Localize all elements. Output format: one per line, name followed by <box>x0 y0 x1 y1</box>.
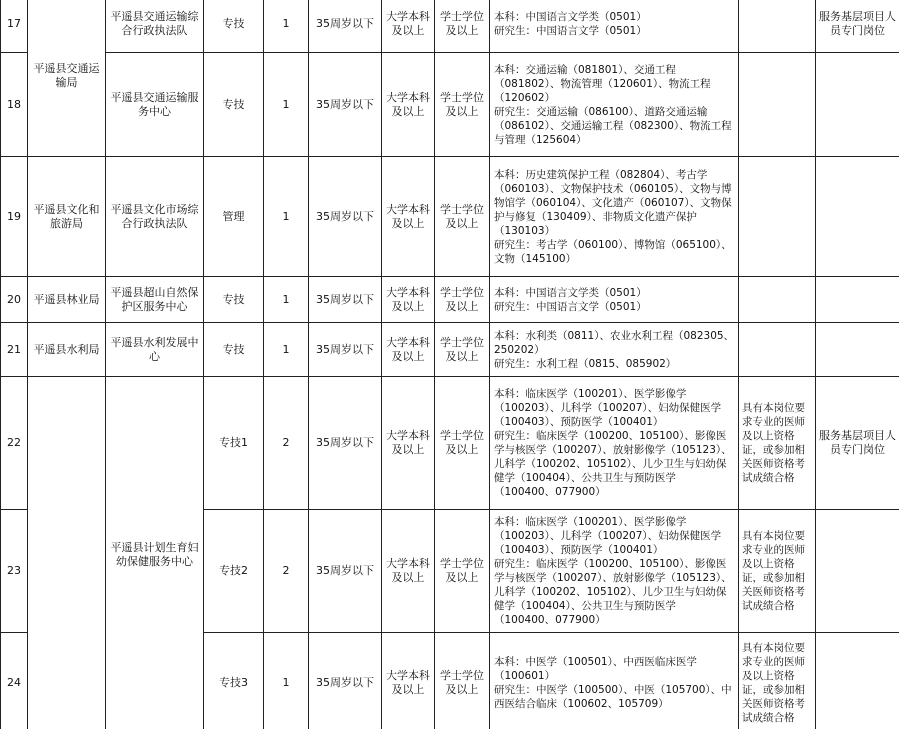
other-conditions <box>739 323 816 377</box>
dept-name: 平遥县交通运输服务中心 <box>106 53 204 157</box>
post-count: 1 <box>264 323 309 377</box>
table-row <box>1 157 899 277</box>
education-requirement: 大学本科及以上 <box>382 377 435 510</box>
post-type: 管理 <box>204 157 264 277</box>
post-count: 1 <box>264 0 309 53</box>
major-requirement: 本科：中医学（100501）、中西医临床医学（100601） 研究生：中医学（100500）、中医（105700）、中西医结合临床（100602、105709） <box>490 633 739 729</box>
remarks <box>816 157 899 277</box>
unit-name: 平遥县水利局 <box>28 323 106 377</box>
degree-requirement: 学士学位及以上 <box>435 377 490 510</box>
unit-name: 平遥县交通运输局 <box>28 0 106 157</box>
dept-name: 平遥县交通运输综合行政执法队 <box>106 0 204 53</box>
education-requirement: 大学本科及以上 <box>382 633 435 729</box>
major-requirement: 本科：临床医学（100201）、医学影像学（100203）、儿科学（100207）、妇幼保健医学（100403）、预防医学（100401） 研究生：临床医学（100200、105100）、影像医学与核医学（100207）、放射影像学（105123）、儿科学（100202、105102）、儿少卫生与妇幼保健学（100404）、公共卫生与预防医学（100400、077900） <box>490 377 739 510</box>
post-count: 1 <box>264 633 309 729</box>
major-requirement: 本科：水利类（0811）、农业水利工程（082305、250202） 研究生：水利工程（0815、085902） <box>490 323 739 377</box>
age-requirement: 35周岁以下 <box>309 277 382 323</box>
remarks <box>816 510 899 633</box>
post-type: 专技 <box>204 277 264 323</box>
unit-name: 平遥县文化和旅游局 <box>28 157 106 277</box>
post-type: 专技1 <box>204 377 264 510</box>
post-count: 1 <box>264 53 309 157</box>
post-type: 专技 <box>204 323 264 377</box>
row-number: 17 <box>1 0 28 53</box>
table-row <box>1 53 899 157</box>
unit-name: 平遥县林业局 <box>28 277 106 323</box>
age-requirement: 35周岁以下 <box>309 633 382 729</box>
table-row <box>1 377 899 510</box>
education-requirement: 大学本科及以上 <box>382 510 435 633</box>
major-requirement: 本科：中国语言文学类（0501） 研究生：中国语言文学（0501） <box>490 277 739 323</box>
row-number: 18 <box>1 53 28 157</box>
age-requirement: 35周岁以下 <box>309 323 382 377</box>
dept-name: 平遥县文化市场综合行政执法队 <box>106 157 204 277</box>
other-conditions <box>739 277 816 323</box>
remarks: 服务基层项目人员专门岗位 <box>816 377 899 510</box>
remarks: 服务基层项目人员专门岗位 <box>816 0 899 53</box>
other-conditions <box>739 53 816 157</box>
other-conditions <box>739 0 816 53</box>
degree-requirement: 学士学位及以上 <box>435 323 490 377</box>
major-requirement: 本科：交通运输（081801）、交通工程（081802）、物流管理（120601）、物流工程（120602） 研究生：交通运输（086100）、道路交通运输（086102）、交通运输工程（082300）、物流工程与管理（125604） <box>490 53 739 157</box>
row-number: 22 <box>1 377 28 510</box>
row-number: 20 <box>1 277 28 323</box>
major-requirement: 本科：临床医学（100201）、医学影像学（100203）、儿科学（100207）、妇幼保健医学（100403）、预防医学（100401） 研究生：临床医学（100200、105100）、影像医学与核医学（100207）、放射影像学（105123）、儿科学（100202、105102）、儿少卫生与妇幼保健学（100404）、公共卫生与预防医学（100400、077900） <box>490 510 739 633</box>
education-requirement: 大学本科及以上 <box>382 277 435 323</box>
age-requirement: 35周岁以下 <box>309 157 382 277</box>
education-requirement: 大学本科及以上 <box>382 157 435 277</box>
post-type: 专技2 <box>204 510 264 633</box>
major-requirement: 本科：历史建筑保护工程（082804）、考古学（060103）、文物保护技术（060105）、文物与博物馆学（060104）、文化遗产（060107）、文物保护与修复（130409）、非物质文化遗产保护（130103） 研究生：考古学（060100）、博物馆（065100）、文物（145100） <box>490 157 739 277</box>
remarks <box>816 277 899 323</box>
remarks <box>816 633 899 729</box>
major-requirement: 本科：中国语言文学类（0501） 研究生：中国语言文学（0501） <box>490 0 739 53</box>
row-number: 21 <box>1 323 28 377</box>
post-count: 2 <box>264 377 309 510</box>
dept-name: 平遥县水利发展中心 <box>106 323 204 377</box>
post-type: 专技3 <box>204 633 264 729</box>
post-count: 1 <box>264 157 309 277</box>
degree-requirement: 学士学位及以上 <box>435 277 490 323</box>
other-conditions <box>739 157 816 277</box>
post-type: 专技 <box>204 53 264 157</box>
education-requirement: 大学本科及以上 <box>382 323 435 377</box>
age-requirement: 35周岁以下 <box>309 0 382 53</box>
degree-requirement: 学士学位及以上 <box>435 633 490 729</box>
table-row <box>1 0 899 53</box>
row-number: 23 <box>1 510 28 633</box>
age-requirement: 35周岁以下 <box>309 53 382 157</box>
remarks <box>816 53 899 157</box>
remarks <box>816 323 899 377</box>
degree-requirement: 学士学位及以上 <box>435 157 490 277</box>
education-requirement: 大学本科及以上 <box>382 0 435 53</box>
degree-requirement: 学士学位及以上 <box>435 0 490 53</box>
other-conditions: 具有本岗位要求专业的医师及以上资格证，或参加相关医师资格考试成绩合格 <box>739 633 816 729</box>
post-count: 1 <box>264 277 309 323</box>
education-requirement: 大学本科及以上 <box>382 53 435 157</box>
other-conditions: 具有本岗位要求专业的医师及以上资格证，或参加相关医师资格考试成绩合格 <box>739 510 816 633</box>
row-number: 24 <box>1 633 28 729</box>
age-requirement: 35周岁以下 <box>309 510 382 633</box>
age-requirement: 35周岁以下 <box>309 377 382 510</box>
row-number: 19 <box>1 157 28 277</box>
degree-requirement: 学士学位及以上 <box>435 53 490 157</box>
degree-requirement: 学士学位及以上 <box>435 510 490 633</box>
table-row <box>1 323 899 377</box>
post-type: 专技 <box>204 0 264 53</box>
dept-name: 平遥县计划生育妇幼保健服务中心 <box>106 377 204 729</box>
table-row <box>1 277 899 323</box>
post-count: 2 <box>264 510 309 633</box>
dept-name: 平遥县超山自然保护区服务中心 <box>106 277 204 323</box>
other-conditions: 具有本岗位要求专业的医师及以上资格证，或参加相关医师资格考试成绩合格 <box>739 377 816 510</box>
unit-name <box>28 377 106 729</box>
